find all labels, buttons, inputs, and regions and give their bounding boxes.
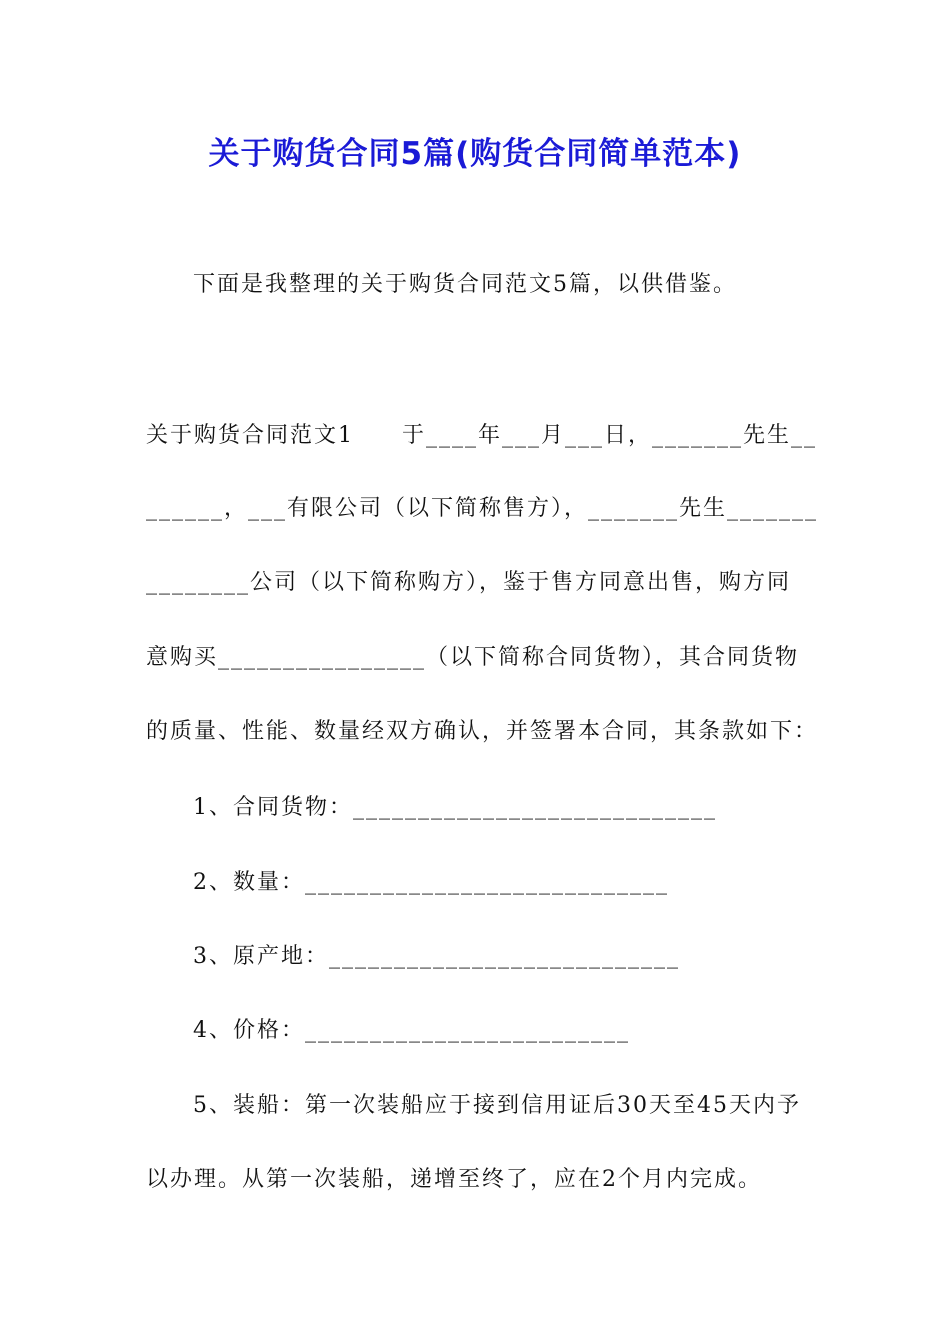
body-line-3: ________公司（以下简称购方），鉴于售方同意出售，购方同 <box>146 570 792 595</box>
body-line-2: ______，___有限公司（以下简称售方），_______先生_______ <box>146 496 819 521</box>
clause-goods: 1、合同货物：____________________________ <box>193 795 717 820</box>
clause-shipping-line-1: 5、装船：第一次装船应于接到信用证后30天至45天内予 <box>193 1093 801 1118</box>
body-line-5: 的质量、性能、数量经双方确认，并签署本合同，其条款如下： <box>146 719 819 744</box>
document-title: 关于购货合同5篇(购货合同简单范本) <box>208 136 742 172</box>
clause-origin: 3、原产地：___________________________ <box>193 944 680 969</box>
clause-price: 4、价格：_________________________ <box>193 1018 630 1043</box>
body-line-1: 关于购货合同范文1 于____年___月___日，_______先生__ <box>146 423 817 448</box>
intro-paragraph: 下面是我整理的关于购货合同范文5篇，以供借鉴。 <box>193 272 737 297</box>
clause-shipping-line-2: 以办理。从第一次装船，递增至终了，应在2个月内完成。 <box>146 1167 762 1192</box>
body-line-4: 意购买________________（以下简称合同货物），其合同货物 <box>146 645 800 670</box>
clause-quantity: 2、数量：____________________________ <box>193 870 669 895</box>
